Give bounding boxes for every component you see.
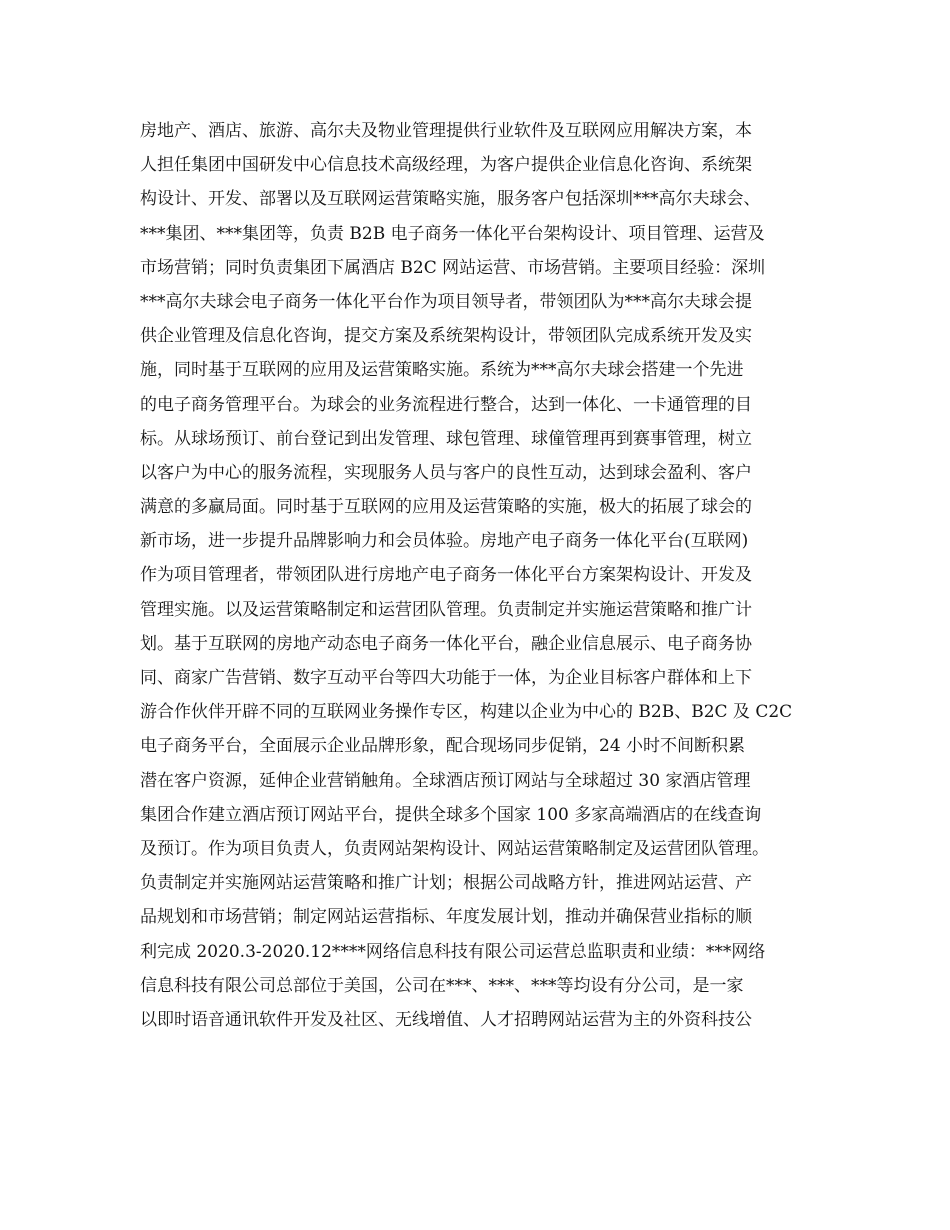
text-line-2: 人担任集团中国研发中心信息技术高级经理，为客户提供企业信息化咨询、系统架: [140, 155, 752, 176]
text-line-6: ***高尔夫球会电子商务一体化平台作为项目领导者，带领团队为***高尔夫球会提: [140, 291, 752, 312]
text-line-17: 同、商家广告营销、数字互动平台等四大功能于一体，为企业目标客户群体和上下: [140, 668, 752, 688]
text-line-14: 作为项目管理者，带领团队进行房地产电子商务一体化平台方案架构设计、开发及: [140, 565, 752, 586]
text-line-22: 及预订。作为项目负责人，负责网站架构设计、网站运营策略制定及运营团队管理。: [140, 838, 769, 859]
text-line-15: 管理实施。以及运营策略制定和运营团队管理。负责制定并实施运营策略和推广计: [140, 599, 752, 620]
text-line-25: 利完成 2020.3-2020.12****网络信息科技有限公司运营总监职责和业绩：***网络: [140, 941, 766, 962]
text-line-5: 市场营销；同时负责集团下属酒店 B2C 网站运营、市场营销。主要项目经验：深圳: [140, 257, 766, 278]
text-line-16: 划。基于互联网的房地产动态电子商务一体化平台，融企业信息展示、电子商务协: [140, 633, 752, 654]
text-line-20: 潜在客户资源，延伸企业营销触角。全球酒店预订网站与全球超过 30 家酒店管理: [140, 770, 751, 791]
text-line-8: 施，同时基于互联网的应用及运营策略实施。系统为***高尔夫球会搭建一个先进: [140, 360, 744, 381]
text-line-4: ***集团、***集团等，负责 B2B 电子商务一体化平台架构设计、项目管理、运营及: [140, 223, 765, 244]
text-line-12: 满意的多赢局面。同时基于互联网的应用及运营策略的实施，极大的拓展了球会的: [140, 497, 752, 518]
text-line-26: 信息科技有限公司总部位于美国，公司在***、***、***等均设有分公司，是一家: [140, 975, 744, 996]
text-line-7: 供企业管理及信息化咨询，提交方案及系统架构设计，带领团队完成系统开发及实: [140, 326, 752, 347]
text-line-18: 游合作伙伴开辟不同的互联网业务操作专区，构建以企业为中心的 B2B、B2C 及 C2C: [140, 702, 793, 723]
text-line-21: 集团合作建立酒店预订网站平台，提供全球多个国家 100 多家高端酒店的在线查询: [140, 804, 762, 825]
text-line-1: 房地产、酒店、旅游、高尔夫及物业管理提供行业软件及互联网应用解决方案，本: [140, 121, 752, 141]
text-line-13: 新市场，进一步提升品牌影响力和会员体验。房地产电子商务一体化平台(互联网): [140, 531, 749, 552]
text-line-11: 以客户为中心的服务流程，实现服务人员与客户的良性互动，达到球会盈利、客户: [140, 462, 752, 483]
text-line-23: 负责制定并实施网站运营策略和推广计划；根据公司战略方针，推进网站运营、产: [140, 873, 752, 894]
body-paragraph: [140, 114, 830, 1037]
text-line-9: 的电子商务管理平台。为球会的业务流程进行整合，达到一体化、一卡通管理的目: [140, 394, 752, 415]
text-line-19: 电子商务平台，全面展示企业品牌形象，配合现场同步促销，24 小时不间断积累: [140, 736, 746, 757]
text-line-24: 品规划和市场营销；制定网站运营指标、年度发展计划，推动并确保营业指标的顺: [140, 907, 752, 928]
text-line-10: 标。从球场预订、前台登记到出发管理、球包管理、球僮管理再到赛事管理，树立: [140, 428, 752, 449]
text-line-27: 以即时语音通讯软件开发及社区、无线增值、人才招聘网站运营为主的外资科技公: [140, 1009, 752, 1030]
text-line-3: 构设计、开发、部署以及互联网运营策略实施，服务客户包括深圳***高尔夫球会、: [140, 189, 761, 210]
